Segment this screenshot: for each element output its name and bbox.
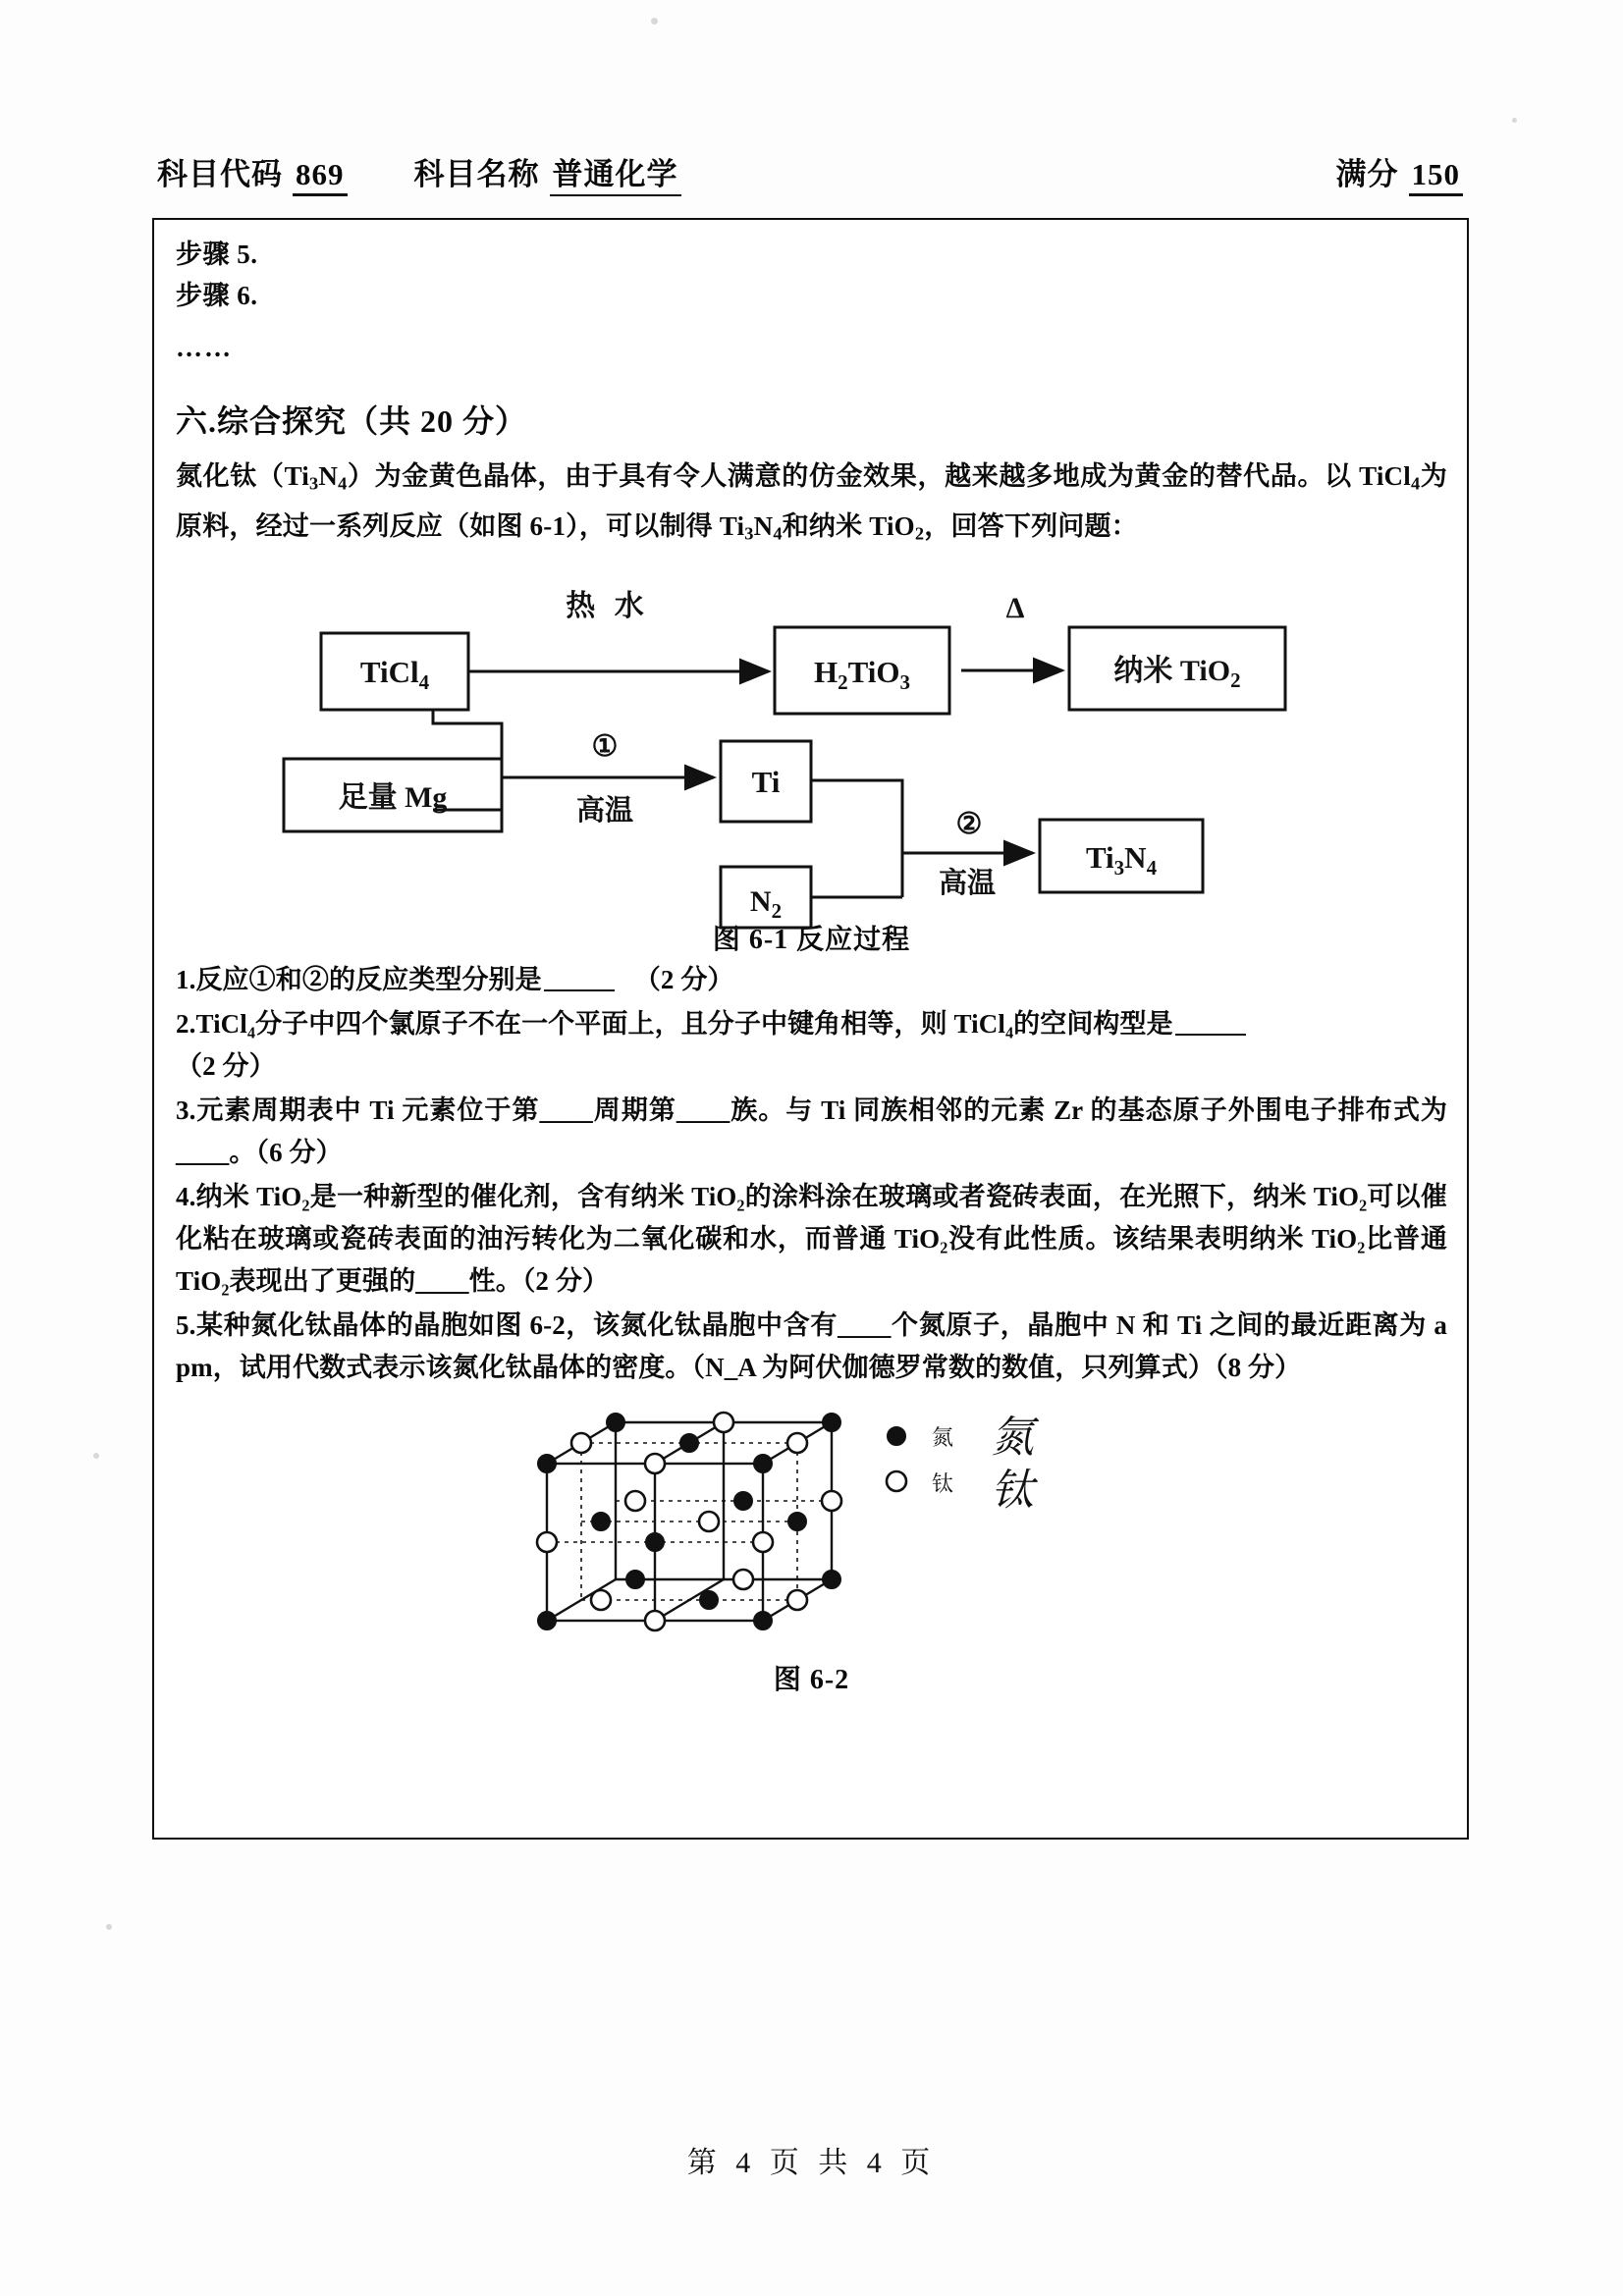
unit-cell-svg xyxy=(508,1405,1116,1655)
node-h2tio3-label: $H_2TiO_3$ xyxy=(814,655,910,695)
atom-titanium xyxy=(537,1532,557,1552)
figure-6-2 xyxy=(176,1405,1447,1696)
legend-open-circle-icon xyxy=(887,1471,906,1491)
intro-frag-2: N xyxy=(318,461,339,491)
legend-handwritten-titanium: 钛 xyxy=(990,1467,1034,1516)
connector-ti-down xyxy=(811,780,902,897)
atom-titanium xyxy=(753,1532,773,1552)
legend-label-nitrogen: 氮 xyxy=(931,1425,953,1451)
step-6-line: 步骤 6. xyxy=(176,281,258,310)
node-ti3n4-label: $Ti_3N_4$ xyxy=(1085,840,1158,881)
atom-titanium xyxy=(645,1454,665,1473)
atom-titanium xyxy=(571,1433,591,1453)
figure-6-2-legend xyxy=(887,1414,1040,1515)
flowchart-svg xyxy=(176,576,1452,924)
atom-titanium xyxy=(787,1590,807,1610)
question-5 xyxy=(176,1305,1447,1389)
legend-handwritten-nitrogen: 氮 xyxy=(990,1414,1034,1463)
atom-nitrogen xyxy=(538,1455,556,1472)
intro-frag-1: 氮化钛（Ti xyxy=(176,461,309,491)
atom-nitrogen xyxy=(680,1434,698,1452)
label-circle-2: ② xyxy=(955,808,983,841)
page-footer: 第 4 页 共 4 页 xyxy=(686,2147,937,2179)
scan-speck xyxy=(106,1924,112,1930)
section-title: 六.综合探究（共 20 分） xyxy=(176,403,528,439)
label-high-temp-2: 高温 xyxy=(938,868,997,900)
question-4-number: 4. xyxy=(176,1182,196,1212)
content-frame xyxy=(152,218,1469,1840)
scan-speck xyxy=(93,1453,99,1459)
legend-filled-circle-icon xyxy=(888,1427,905,1445)
atom-nitrogen xyxy=(788,1513,806,1530)
atom-nitrogen xyxy=(607,1414,624,1431)
intro-frag-6: 和纳米 TiO xyxy=(782,510,915,541)
intro-sub-1: 3 xyxy=(309,473,319,494)
atom-titanium xyxy=(699,1512,719,1531)
question-5-text: 某种氮化钛晶体的晶胞如图 6-2，该氮化钛晶胞中含有____个氮原子，晶胞中 N 和 Ti 之间的最近距离为 a pm，试用代数式表示该氮化钛晶体的密度。（N_A 为阿伏伽德罗常数的数值，只列算式） xyxy=(176,1310,1447,1383)
label-delta: Δ xyxy=(1005,592,1025,625)
intro-frag-5: N xyxy=(753,510,774,541)
intro-sub-6: 2 xyxy=(914,523,925,544)
node-ticl4-label: TiCl$_4$ xyxy=(359,655,430,695)
scan-speck xyxy=(1512,118,1517,123)
intro-frag-7: ，回答下列问题： xyxy=(924,510,1138,541)
question-3-number: 3. xyxy=(176,1095,196,1126)
atom-nitrogen xyxy=(646,1533,664,1551)
atom-nitrogen xyxy=(538,1612,556,1629)
intro-sub-5: 4 xyxy=(773,523,783,544)
question-2 xyxy=(176,1003,1447,1088)
atom-titanium xyxy=(591,1590,611,1610)
full-marks-label: 满分 xyxy=(1335,157,1399,191)
scan-speck xyxy=(651,18,658,25)
subject-code-label: 科目代码 xyxy=(157,157,283,191)
answer-blank[interactable] xyxy=(544,989,615,991)
atom-titanium xyxy=(787,1433,807,1453)
question-4-text: 纳米 TiO₂是一种新型的催化剂，含有纳米 TiO₂的涂料涂在玻璃或者瓷砖表面，在光照下，纳米 TiO₂可以催化粘在玻璃或瓷砖表面的油污转化为二氧化碳和水，而普通 TiO₂没有此性质。该结果表明纳米 TiO₂比普通 TiO₂表现出了更强的____性。 xyxy=(176,1182,1447,1297)
atom-nitrogen xyxy=(626,1571,644,1588)
question-1-text: 反应①和②的反应类型分别是 xyxy=(195,965,542,995)
answer-blank[interactable] xyxy=(1175,1034,1246,1036)
intro-frag-4: 为原料，经过一系列反应（如图 6-1），可以制得 Ti xyxy=(176,461,1447,541)
label-hot-water: 热 水 xyxy=(566,590,650,623)
page-header xyxy=(157,149,1463,200)
question-1-marks: （2 分） xyxy=(633,965,734,995)
atom-titanium xyxy=(625,1491,645,1511)
question-3-text: 元素周期表中 Ti 元素位于第____周期第____族。与 Ti 同族相邻的元素 Zr 的基态原子外围电子排布式为____。 xyxy=(176,1095,1447,1168)
question-4 xyxy=(176,1176,1447,1303)
node-mg-label: 足量 Mg xyxy=(338,781,448,815)
label-high-temp-1: 高温 xyxy=(575,795,634,828)
node-n2-label: $N_2$ xyxy=(749,885,783,924)
question-1 xyxy=(176,959,1447,1001)
intro-sub-2: 4 xyxy=(338,473,348,494)
figure-6-1-caption: 图 6-1 反应过程 xyxy=(712,925,911,956)
step-5-line: 步骤 5. xyxy=(176,240,258,269)
figure-6-1 xyxy=(176,576,1447,924)
atom-nitrogen xyxy=(823,1571,840,1588)
question-1-number: 1. xyxy=(176,965,196,995)
atom-titanium xyxy=(714,1413,733,1432)
atom-nitrogen xyxy=(754,1612,772,1629)
intro-sub-3: 4 xyxy=(1410,473,1421,494)
figure-6-2-caption: 图 6-2 xyxy=(773,1665,850,1696)
atom-nitrogen xyxy=(700,1591,718,1609)
label-circle-1: ① xyxy=(591,730,619,764)
ellipsis-line: …… xyxy=(176,333,233,362)
question-5-marks: （8 分） xyxy=(1214,1353,1302,1383)
atom-titanium xyxy=(645,1611,665,1630)
question-3-marks: （6 分） xyxy=(255,1138,343,1168)
subject-name-label: 科目名称 xyxy=(413,157,540,191)
question-4-marks: （2 分） xyxy=(521,1266,610,1297)
intro-sub-4: 3 xyxy=(744,523,754,544)
intro-frag-3: ）为金黄色晶体，由于具有令人满意的仿金效果，越来越多地成为黄金的替代品。以 TiCl xyxy=(347,461,1411,491)
question-3 xyxy=(176,1090,1447,1174)
subject-code-value: 869 xyxy=(293,157,348,196)
atom-nitrogen xyxy=(734,1492,752,1510)
atom-nitrogen xyxy=(823,1414,840,1431)
atom-titanium xyxy=(822,1491,841,1511)
node-nano-tio2-label: 纳米 TiO$_2$ xyxy=(1113,655,1241,693)
question-2-text: TiCl₄分子中四个氯原子不在一个平面上，且分子中键角相等，则 TiCl₄的空间构型是 xyxy=(195,1009,1173,1040)
node-ti-label: Ti xyxy=(751,765,781,800)
atom-nitrogen xyxy=(754,1455,772,1472)
full-marks-value: 150 xyxy=(1409,157,1464,196)
intro-paragraph xyxy=(176,455,1447,555)
atom-titanium xyxy=(733,1570,753,1589)
atom-nitrogen xyxy=(592,1513,610,1530)
question-5-number: 5. xyxy=(176,1310,196,1341)
question-2-marks: （2 分） xyxy=(176,1051,276,1082)
legend-label-titanium: 钛 xyxy=(931,1471,953,1497)
subject-name-value: 普通化学 xyxy=(550,149,681,196)
question-2-number: 2. xyxy=(176,1009,196,1040)
